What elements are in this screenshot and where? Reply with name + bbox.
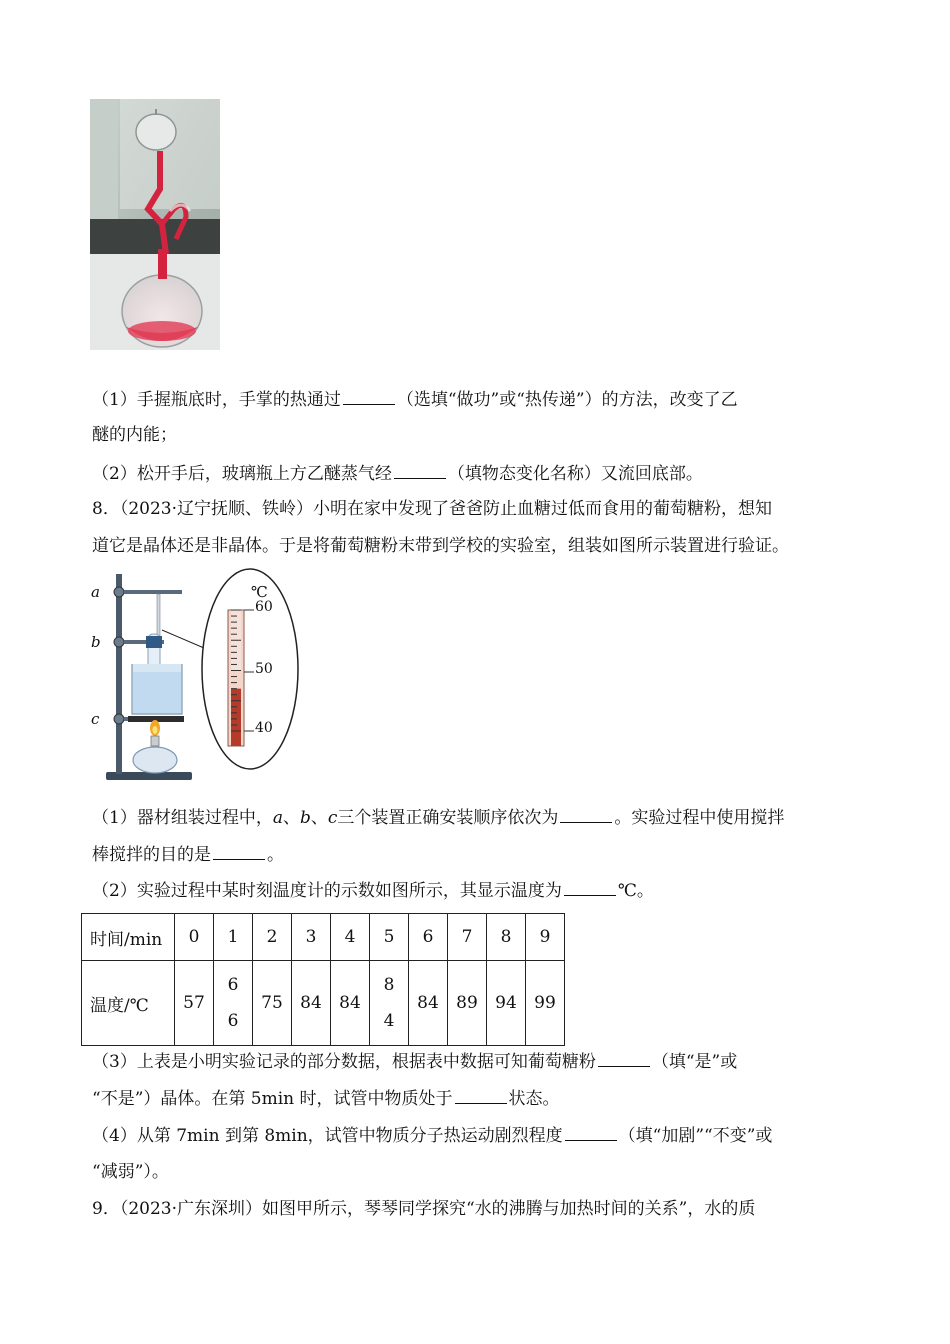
stand-rod <box>116 574 122 774</box>
q8-part4-line1 <box>92 1124 772 1147</box>
table-cell: 84 <box>331 961 370 1046</box>
table-cell: 9 <box>526 914 565 961</box>
q8-part3-line2 <box>92 1087 560 1110</box>
q8-part3-post: （填“是”或 <box>651 1052 738 1072</box>
data-table <box>81 913 565 1046</box>
q8-part1-pre: （1）器材组装过程中， <box>92 808 273 828</box>
answer-blank[interactable] <box>564 879 616 896</box>
table-cell: 2 <box>253 914 292 961</box>
label-a-inline: a <box>272 808 283 828</box>
sep: 、 <box>282 808 300 828</box>
label-b: b <box>91 633 101 651</box>
label-c-inline: c <box>327 808 338 828</box>
ether-bottle-image <box>90 99 220 350</box>
table-cell: 57 <box>175 961 214 1046</box>
table-cell: 6 <box>409 914 448 961</box>
tick-60: 60 <box>255 599 273 615</box>
q8-part1-tail: 。实验过程中使用搅拌 <box>614 808 785 828</box>
q8-part3-cont: “不是”）晶体。在第 5min 时，试管中物质处于 <box>92 1089 453 1109</box>
table-cell: 84 <box>409 961 448 1046</box>
label-c: c <box>91 710 100 728</box>
q8-part1-cont: 棒搅拌的目的是 <box>92 845 211 865</box>
mercury-column <box>231 689 241 746</box>
answer-blank[interactable] <box>394 462 446 479</box>
table-cell: 7 <box>448 914 487 961</box>
tick-40: 40 <box>255 720 273 736</box>
q9-stem-line1: 9．（2023·广东深圳）如图甲所示，琴琴同学探究“水的沸腾与加热时间的关系”，水的质 <box>92 1199 756 1219</box>
label-a: a <box>91 583 100 601</box>
table-cell-label: 时间/min <box>82 914 175 961</box>
answer-blank[interactable] <box>343 388 395 405</box>
q8-part2-pre: （2）实验过程中某时刻温度计的示数如图所示，其显示温度为 <box>92 881 562 901</box>
answer-blank[interactable] <box>213 843 265 860</box>
table-cell: 84 <box>292 961 331 1046</box>
answer-blank[interactable] <box>560 806 612 823</box>
table-cell: 8 <box>487 914 526 961</box>
table-cell: 89 <box>448 961 487 1046</box>
tick-50: 50 <box>255 661 273 677</box>
q8-part2-line <box>92 879 654 902</box>
q8-stem-line2: 道它是晶体还是非晶体。于是将葡萄糖粉末带到学校的实验室，组装如图所示装置进行验证。 <box>92 536 789 556</box>
q8-part1-line2 <box>92 843 284 866</box>
table-cell: 4 <box>331 914 370 961</box>
q8-part1-cont-post: 。 <box>267 845 284 865</box>
q8-part3-line1 <box>92 1050 737 1073</box>
table-row-time <box>82 914 565 961</box>
q8-part4-line2: “减弱”）。 <box>92 1162 169 1182</box>
apparatus-figure <box>88 566 308 786</box>
table-cell: 3 <box>292 914 331 961</box>
q7-part1-text-post: （选填“做功”或“热传递”）的方法，改变了乙 <box>396 390 738 410</box>
label-b-inline: b <box>299 808 311 828</box>
q7-part2-line <box>92 462 703 485</box>
answer-blank[interactable] <box>598 1050 650 1067</box>
q8-part3-cont-post: 状态。 <box>508 1089 560 1109</box>
q7-part1-line1 <box>92 388 738 411</box>
q7-part1-text: （1）手握瓶底时，手掌的热通过 <box>92 390 341 410</box>
table-cell: 99 <box>526 961 565 1046</box>
table-cell: 0 <box>175 914 214 961</box>
table-cell: 75 <box>253 961 292 1046</box>
table-cell: 94 <box>487 961 526 1046</box>
q7-part2-text-post: （填物态变化名称）又流回底部。 <box>447 464 703 484</box>
q8-stem-line1: 8．（2023·辽宁抚顺、铁岭）小明在家中发现了爸爸防止血糖过低而食用的葡萄糖粉，想知 <box>92 499 772 519</box>
table-cell: 5 <box>370 914 409 961</box>
table-cell-label: 温度/℃ <box>82 961 175 1046</box>
q7-part1-line2: 醚的内能； <box>92 425 177 445</box>
answer-blank[interactable] <box>565 1124 617 1141</box>
table-cell: 1 <box>214 914 253 961</box>
temp-unit: ℃ <box>251 583 268 601</box>
ether-bottle-photo <box>90 99 220 350</box>
table-cell: 6 6 <box>214 961 253 1046</box>
q8-part4-post: （填“加剧”“不变”或 <box>618 1126 773 1146</box>
apparatus-diagram <box>88 566 308 786</box>
q8-part3-pre: （3）上表是小明实验记录的部分数据，根据表中数据可知葡萄糖粉 <box>92 1052 596 1072</box>
q8-part1-line1 <box>92 806 784 829</box>
q7-part2-text: （2）松开手后，玻璃瓶上方乙醚蒸气经 <box>92 464 392 484</box>
q8-part1-post: 三个装置正确安装顺序依次为 <box>337 808 559 828</box>
q8-part2-post: ℃。 <box>617 881 654 901</box>
q8-part4-pre: （4）从第 7min 到第 8min，试管中物质分子热运动剧烈程度 <box>92 1126 563 1146</box>
table-cell: 8 4 <box>370 961 409 1046</box>
table-row-temp <box>82 961 565 1046</box>
answer-blank[interactable] <box>455 1087 507 1104</box>
sep: 、 <box>310 808 328 828</box>
